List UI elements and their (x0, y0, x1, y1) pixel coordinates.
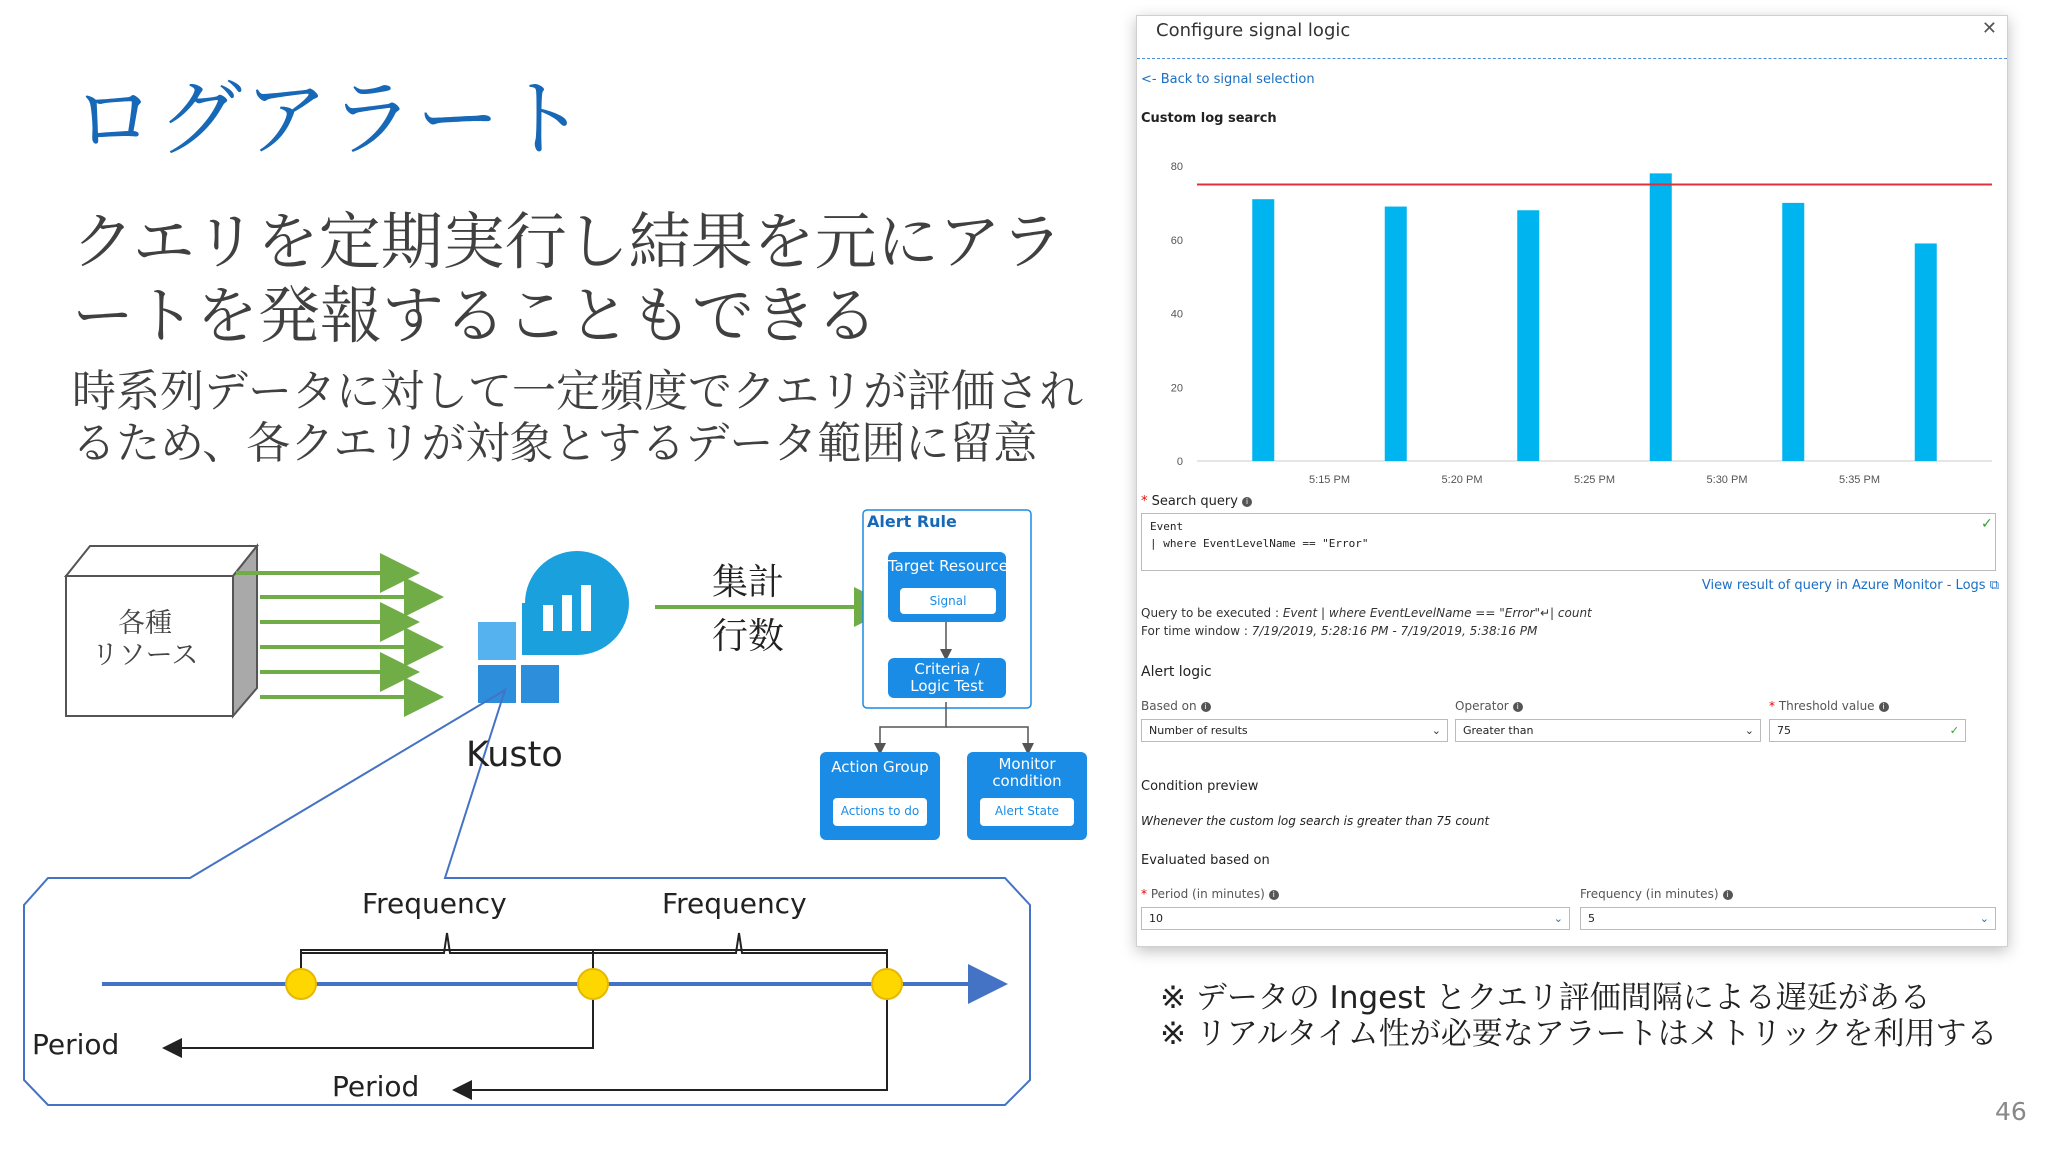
y-tick-label: 0 (1176, 456, 1183, 468)
time-window-line: For time window : 7/19/2019, 5:28:16 PM - 7/19/2019, 5:38:16 PM (1141, 624, 1538, 638)
y-tick-label: 40 (1170, 308, 1183, 321)
info-icon: i (1201, 702, 1211, 712)
frequency-label-row: Frequency (in minutes) i (1580, 887, 1733, 901)
valid-check-icon: ✓ (1949, 724, 1959, 737)
kusto-label: Kusto (466, 735, 563, 775)
query-executed-line: Query to be executed : Event | where EventLevelName == "Error"↵| count (1141, 606, 1592, 620)
log-search-chart (1137, 141, 1997, 486)
chevron-down-icon: ⌄ (1979, 912, 1989, 925)
action-group-label: Action Group (831, 758, 929, 776)
threshold-label-row: * Threshold value i (1769, 699, 1889, 713)
chevron-down-icon: ⌄ (1431, 724, 1441, 737)
search-query-input[interactable] (1141, 513, 1996, 571)
page-number: 46 (1995, 1097, 2027, 1126)
resource-label: 各種 リソース (91, 608, 199, 671)
back-to-signal-selection-link[interactable]: <- Back to signal selection (1141, 72, 1315, 87)
search-query-label-row: * Search query i (1141, 494, 1252, 509)
alert-rule-title: Alert Rule (867, 512, 957, 531)
chevron-down-icon: ⌄ (1553, 912, 1563, 925)
condition-preview-label: Condition preview (1141, 779, 1259, 794)
chart-bar (1782, 203, 1804, 461)
query-line-1: Event (1150, 520, 1184, 533)
monitor-condition-box (967, 752, 1087, 840)
note-line-1: ※ データの Ingest とクエリ評価間隔による遅延がある (1160, 980, 1931, 1016)
chevron-down-icon: ⌄ (1744, 724, 1754, 737)
period-label-1: Period (32, 1028, 120, 1061)
alert-state-pill: Alert State (980, 798, 1074, 826)
chart-bar (1517, 210, 1539, 461)
query-valid-check-icon: ✓ (1981, 516, 1993, 532)
info-icon: i (1242, 497, 1252, 507)
x-tick-label: 5:35 PM (1839, 474, 1880, 486)
x-tick-label: 5:20 PM (1441, 474, 1483, 486)
x-tick-label: 5:30 PM (1706, 474, 1748, 486)
frequency-label-1: Frequency (362, 887, 507, 920)
search-query-label: Search query (1151, 494, 1238, 509)
info-icon: i (1879, 702, 1889, 712)
chart-bar (1385, 207, 1407, 461)
kusto-icon (478, 551, 629, 703)
note-line-2: ※ リアルタイム性が必要なアラートはメトリックを利用する (1160, 1016, 1998, 1052)
info-icon: i (1269, 890, 1279, 900)
based-on-select[interactable]: Number of results ⌄ (1141, 719, 1448, 742)
period-label-2: Period (332, 1070, 420, 1103)
slide-notes (1160, 980, 1998, 1052)
monitor-condition-label: Monitor condition (992, 755, 1062, 790)
external-link-icon: ⧉ (1989, 578, 1999, 593)
signal-pill: Signal (900, 588, 996, 614)
operator-select[interactable]: Greater than ⌄ (1455, 719, 1761, 742)
info-icon: i (1723, 890, 1733, 900)
y-tick-label: 80 (1170, 161, 1183, 173)
x-tick-label: 5:25 PM (1574, 474, 1615, 486)
dialog-title: Configure signal logic (1156, 20, 1351, 41)
x-tick-label: 5:15 PM (1309, 474, 1350, 486)
slide-title: ログアラート (72, 70, 589, 168)
query-line-2: | where EventLevelName == "Error" (1150, 537, 1369, 550)
configure-signal-logic-dialog (1136, 15, 2008, 947)
action-group-box (820, 752, 940, 840)
chart-bar (1650, 173, 1672, 461)
evaluated-based-on-label: Evaluated based on (1141, 853, 1270, 868)
aggregate-label: 集計 行数 (712, 562, 785, 657)
frequency-select[interactable]: 5 ⌄ (1580, 907, 1996, 930)
actions-to-do-pill: Actions to do (833, 798, 927, 826)
operator-label-row: Operator i (1455, 699, 1523, 713)
info-icon: i (1513, 702, 1523, 712)
period-select[interactable]: 10 ⌄ (1141, 907, 1570, 930)
criteria-box: Criteria / Logic Test (888, 658, 1006, 698)
chart-bar (1252, 199, 1274, 461)
condition-preview-text: Whenever the custom log search is greater than 75 count (1141, 814, 1490, 828)
chart-bar (1915, 243, 1937, 461)
y-tick-label: 20 (1170, 382, 1183, 395)
dialog-separator (1137, 58, 2007, 59)
threshold-input[interactable]: 75 ✓ (1769, 719, 1966, 742)
slide-subtitle: クエリを定期実行し結果を元にアラートを発報することもできる (72, 205, 1063, 352)
y-tick-label: 60 (1170, 234, 1183, 247)
view-result-in-azure-monitor-link[interactable]: View result of query in Azure Monitor - Logs ⧉ (1701, 578, 1999, 593)
target-resource-label: Target Resource (888, 557, 1008, 575)
period-label-row: * Period (in minutes) i (1141, 887, 1279, 901)
alert-logic-label: Alert logic (1141, 664, 1212, 680)
close-icon[interactable]: ✕ (1981, 18, 1997, 39)
slide-body: 時系列データに対して一定頻度でクエリが評価されるため、各クエリが対象とするデータ範囲に留意 (72, 366, 1084, 469)
based-on-label-row: Based on i (1141, 699, 1211, 713)
frequency-label-2: Frequency (662, 887, 807, 920)
chart-title: Custom log search (1141, 111, 1277, 126)
timeline (102, 933, 1000, 1090)
